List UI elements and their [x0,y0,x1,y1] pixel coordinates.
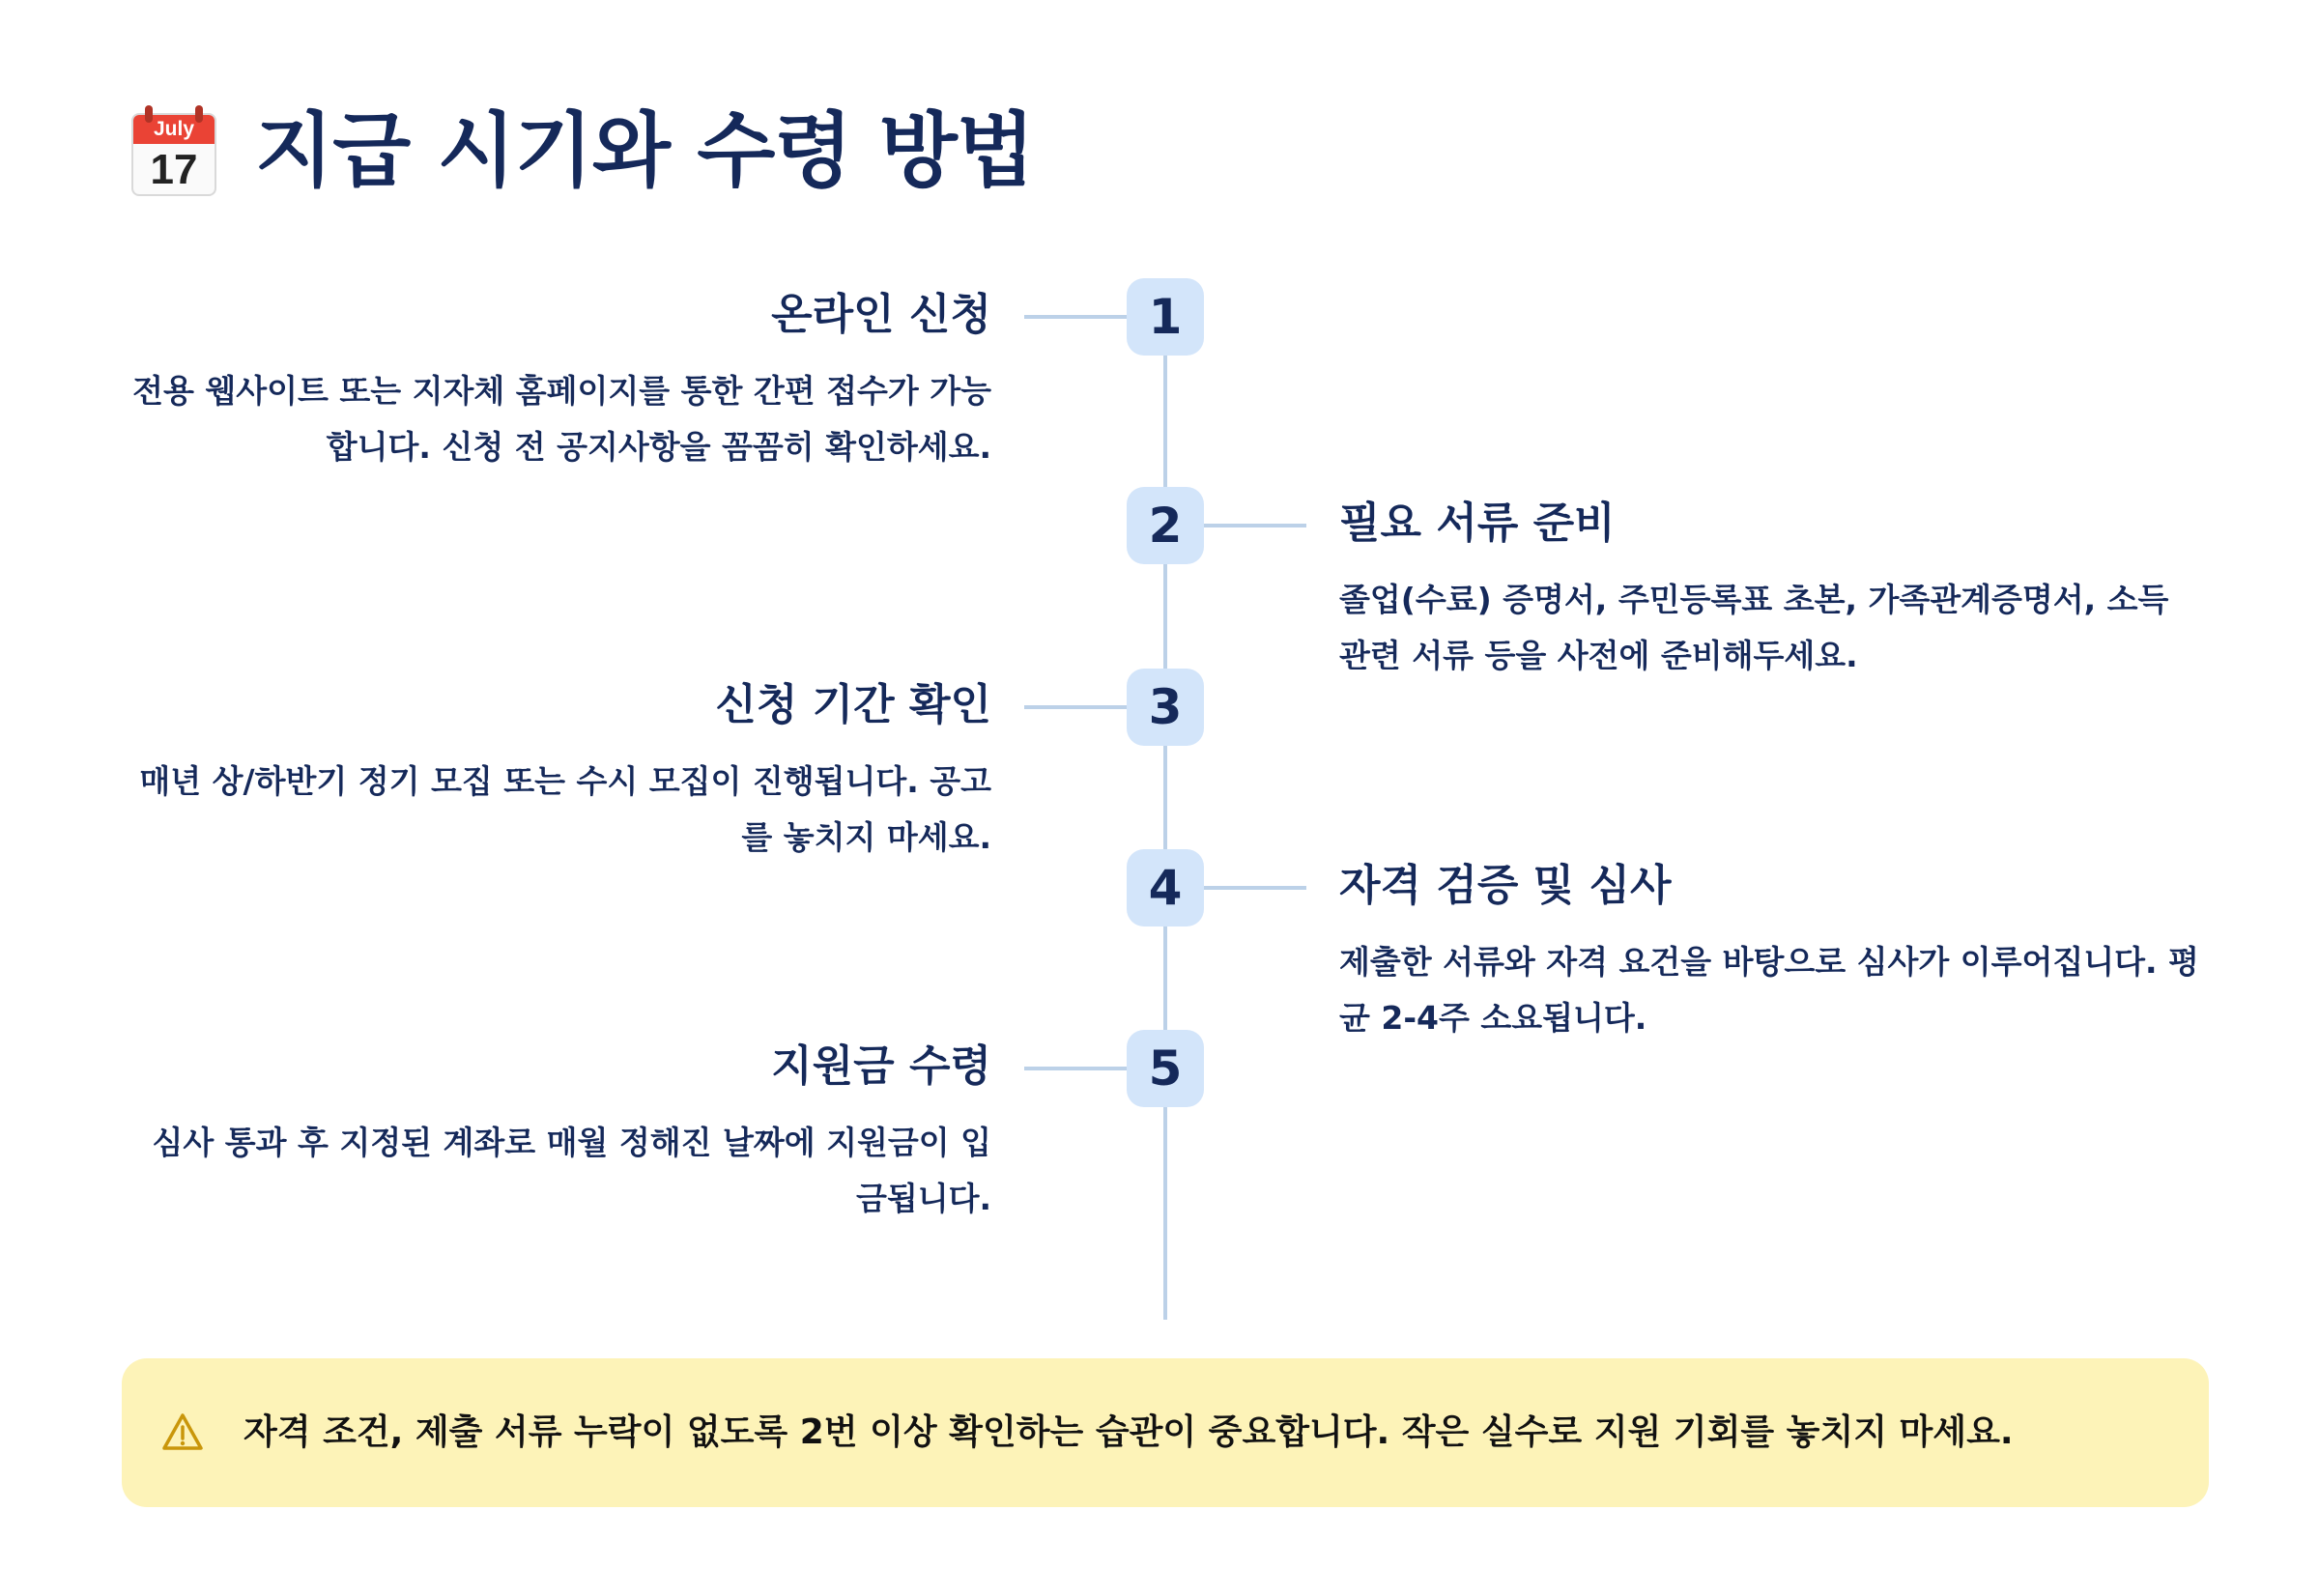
step-2-description: 졸업(수료) 증명서, 주민등록표 초본, 가족관계증명서, 소득 관련 서류 등을 사전에 준비해두세요. [1339,581,2169,674]
calendar-icon-month: July [133,115,215,144]
page-title: 지급 시기와 수령 방법 [255,103,1035,198]
calendar-icon-day: 17 [150,146,198,193]
step-5-badge: 5 [1127,1030,1204,1107]
warning-icon [160,1411,205,1455]
step-2-connector [1204,524,1306,527]
step-1-badge: 1 [1127,278,1204,356]
step-3-description: 매년 상/하반기 정기 모집 또는 수시 모집이 진행됩니다. 공고를 놓치지 마세요. [139,762,991,856]
step-2 [1339,493,2209,684]
step-1-connector [1024,315,1127,319]
notice-text: 자격 조건, 제출 서류 누락이 없도록 2번 이상 확인하는 습관이 중요합니다. 작은 실수로 지원 기회를 놓치지 마세요. [243,1412,2014,1452]
calendar-ring-right [195,105,203,123]
calendar-icon [128,103,220,198]
step-2-badge: 2 [1127,487,1204,564]
notice-box [122,1358,2209,1507]
step-4 [1339,855,2209,1046]
step-1-description: 전용 웹사이트 또는 지자체 홈페이지를 통한 간편 접수가 가능합니다. 신청 전 공지사항을 꼼꼼히 확인하세요. [132,372,991,466]
step-4-description: 제출한 서류와 자격 요건을 바탕으로 심사가 이루어집니다. 평균 2-4주 소요됩니다. [1339,943,2199,1037]
step-3-connector [1024,705,1127,709]
step-3-badge: 3 [1127,669,1204,746]
calendar-ring-left [145,105,153,123]
step-4-badge: 4 [1127,849,1204,926]
step-5-description: 심사 통과 후 지정된 계좌로 매월 정해진 날짜에 지원금이 입금됩니다. [152,1124,991,1217]
step-5-title: 지원금 수령 [771,1041,991,1091]
step-5-connector [1024,1067,1127,1070]
page-header [128,93,1034,209]
step-3-title: 신청 기간 확인 [715,680,991,729]
timeline-axis [1163,319,1167,1320]
step-1 [122,284,991,475]
step-4-connector [1204,886,1306,890]
calendar-icon-body [131,113,216,196]
step-5 [122,1036,991,1227]
step-4-title: 자격 검증 및 심사 [1339,861,1672,910]
step-3 [122,674,991,866]
step-2-title: 필요 서류 준비 [1339,499,1616,548]
step-1-title: 온라인 신청 [771,290,991,339]
